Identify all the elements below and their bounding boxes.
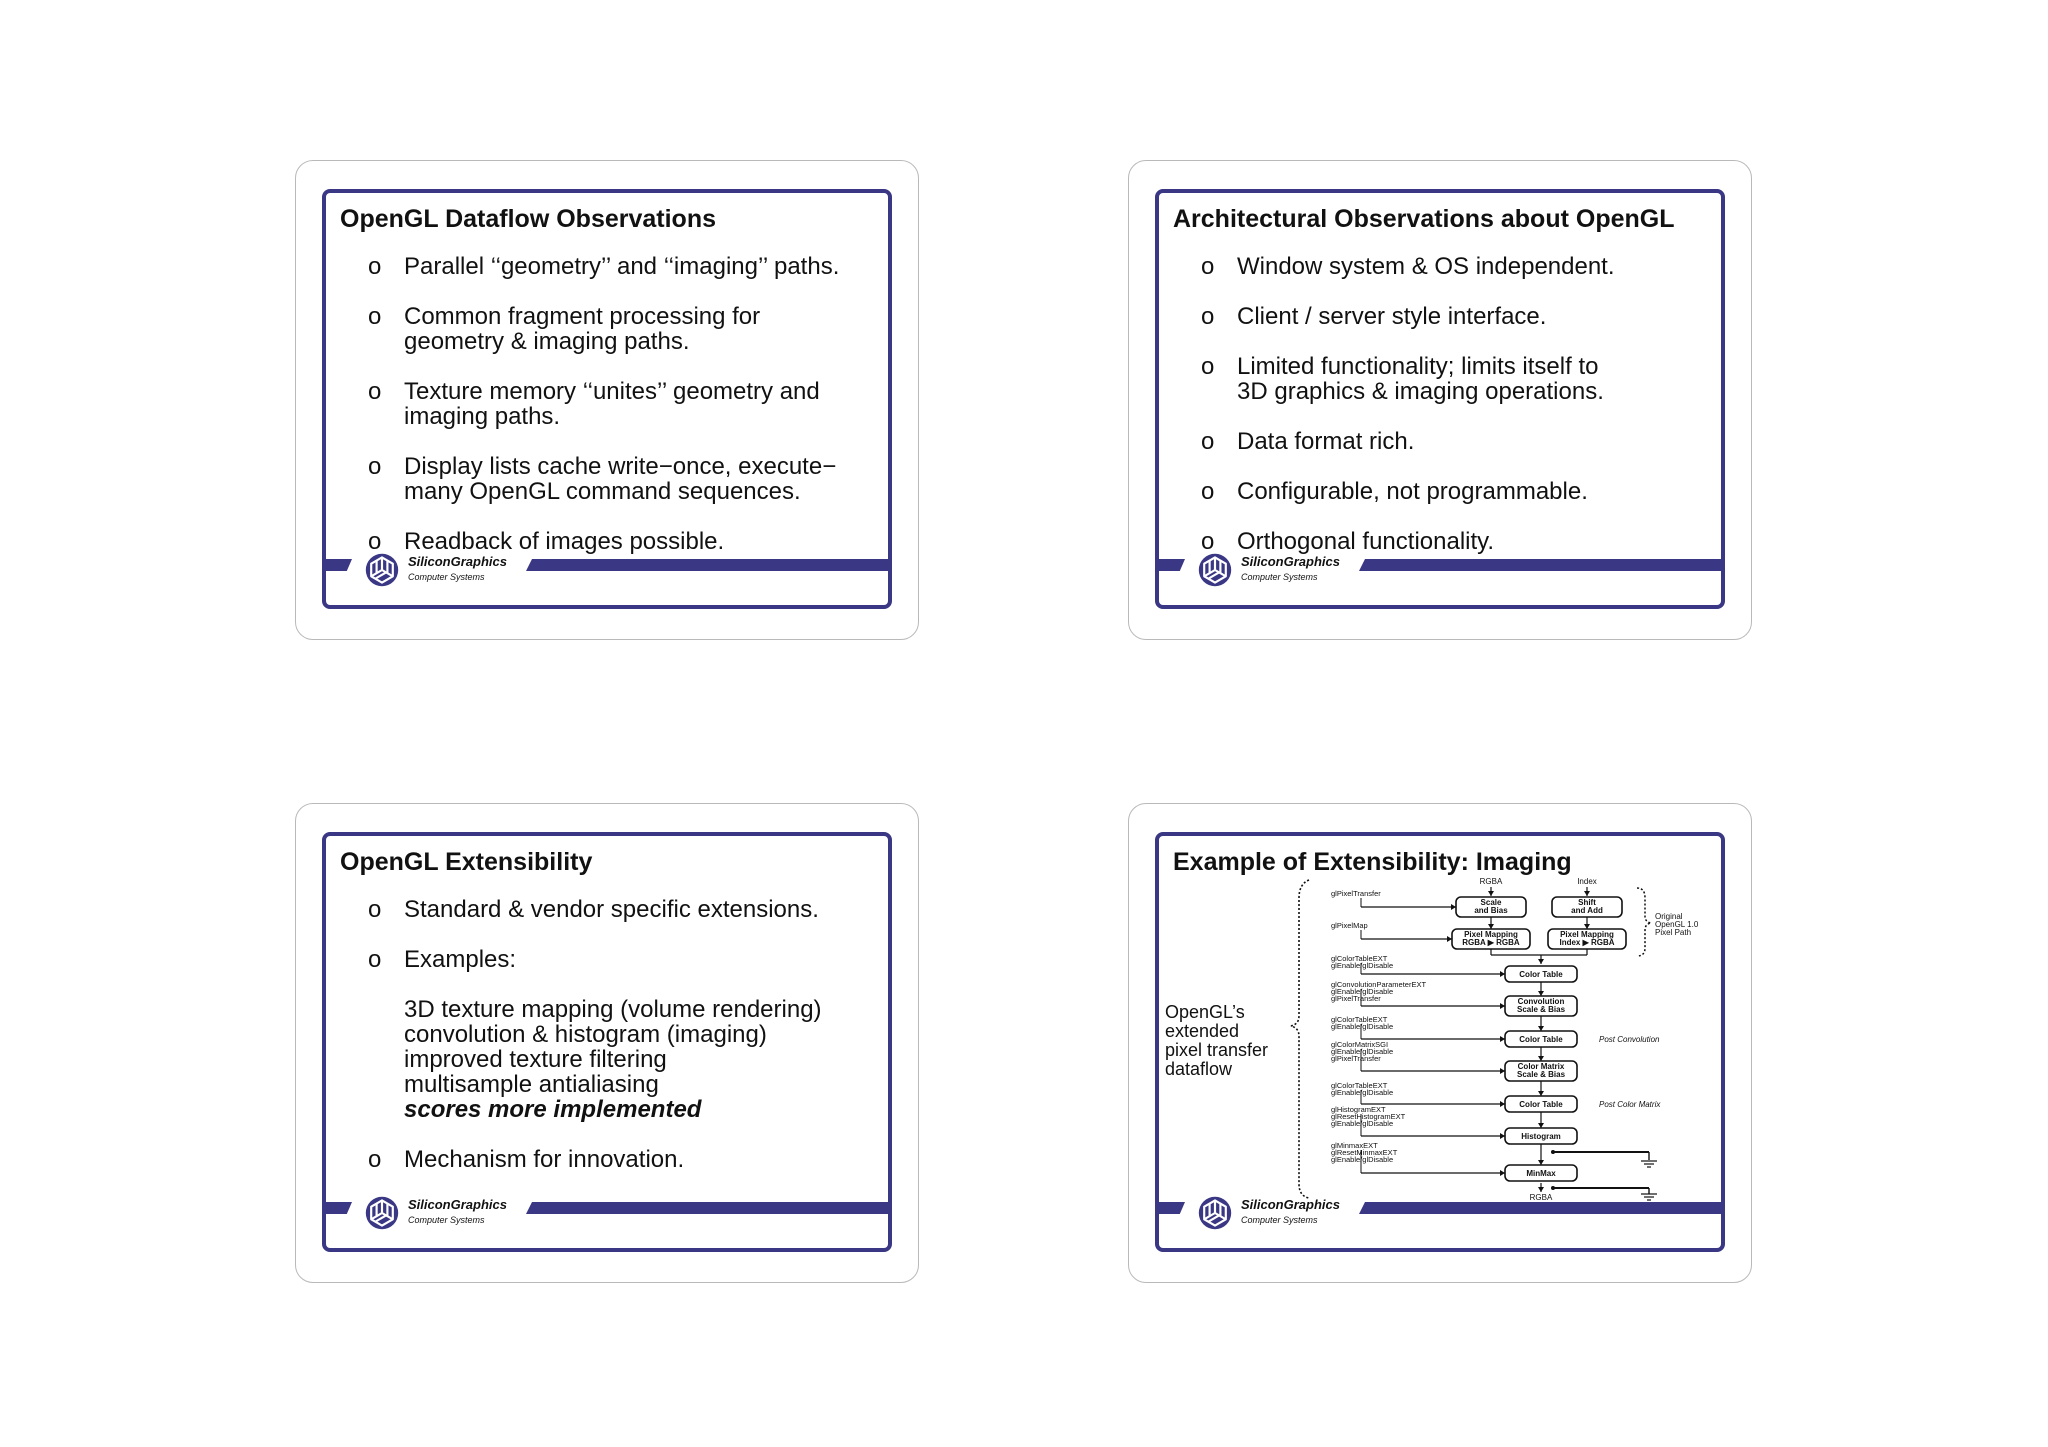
bullet-list	[368, 897, 888, 1197]
bullet-mark: o	[1201, 353, 1215, 380]
api-call-label: glEnable/glDisable	[1331, 1119, 1394, 1128]
original-path-label: OpenGL 1.0	[1655, 920, 1699, 929]
slide-title: OpenGL Extensibility	[340, 848, 593, 876]
bullet-text: Common fragment processing for	[404, 303, 761, 330]
bullet-item	[368, 1147, 888, 1172]
arrow-head-icon	[1584, 891, 1590, 896]
scale-bias-block-label: Scale	[1480, 898, 1502, 907]
slide-title: OpenGL Dataflow Observations	[340, 205, 717, 233]
api-call-label: glEnable/glDisable	[1331, 1088, 1394, 1097]
bullet-mark: o	[1201, 478, 1215, 505]
bullet-mark: o	[368, 303, 382, 330]
sgi-logo-icon	[1197, 552, 1233, 588]
brand-name: SiliconGraphics	[408, 1197, 507, 1212]
bullet-text: Texture memory ‘‘unites’’ geometry and	[404, 378, 820, 405]
color-table-1-block-label: Color Table	[1519, 970, 1563, 979]
bullet-mark: o	[1201, 528, 1215, 555]
bullet-text: Configurable, not programmable.	[1237, 478, 1588, 505]
bullet-text: Mechanism for innovation.	[404, 1146, 685, 1173]
bullet-text: Data format rich.	[1237, 428, 1415, 455]
bullet-item	[368, 897, 888, 922]
slide-footer	[1159, 553, 1721, 589]
pixel-map-index-block-label: Pixel Mapping	[1560, 930, 1614, 939]
brand-name: SiliconGraphics	[408, 554, 507, 569]
brand-subtitle: Computer Systems	[1241, 1215, 1318, 1225]
bullet-mark: o	[368, 896, 382, 923]
arrow-head-icon	[1538, 1187, 1544, 1192]
bullet-item	[368, 454, 888, 504]
color-table-3-block-label: Color Table	[1519, 1100, 1563, 1109]
input-label: Index	[1577, 877, 1597, 886]
bullet-text: Display lists cache write−once, execute−	[404, 453, 837, 480]
footer-bar	[1359, 559, 1721, 571]
bullet-mark: o	[368, 528, 382, 555]
api-call-label: glEnable/glDisable	[1331, 961, 1394, 970]
brand-subtitle: Computer Systems	[1241, 572, 1318, 582]
bullet-mark: o	[368, 253, 382, 280]
footer-bar	[526, 559, 888, 571]
api-call-label: glColorMatrixSGI	[1331, 1040, 1389, 1049]
bullet-list	[368, 254, 888, 579]
brand-name: SiliconGraphics	[1241, 1197, 1340, 1212]
bullet-mark: o	[368, 378, 382, 405]
bullet-item	[368, 254, 888, 279]
slide-footer	[326, 553, 888, 589]
bullet-item	[368, 529, 888, 554]
example-item: 3D texture mapping (volume rendering)	[404, 996, 822, 1023]
bullet-mark: o	[1201, 428, 1215, 455]
bullet-text: Window system & OS independent.	[1237, 253, 1615, 280]
bullet-mark: o	[368, 946, 382, 973]
output-label: RGBA	[1529, 1193, 1553, 1202]
bullet-text: Parallel ‘‘geometry’’ and ‘‘imaging’’ paths.	[404, 253, 840, 280]
footer-bar	[1359, 1202, 1721, 1214]
label-line: OpenGL’s	[1165, 1002, 1245, 1022]
minmax-block-label: MinMax	[1526, 1169, 1556, 1178]
brand-subtitle: Computer Systems	[408, 572, 485, 582]
color-matrix-block-label: Scale & Bias	[1516, 1070, 1566, 1079]
dataflow-brace	[1291, 880, 1309, 1198]
slide-dataflow-observations	[322, 189, 892, 609]
api-call-label: glResetHistogramEXT	[1331, 1112, 1406, 1121]
api-call-label: glColorTableEXT	[1331, 1081, 1388, 1090]
api-call-label: glPixelTransfer	[1331, 1054, 1381, 1063]
bullet-item	[1201, 354, 1721, 404]
example-item: improved texture filtering	[404, 1046, 667, 1073]
api-call-label: glEnable/glDisable	[1331, 987, 1394, 996]
bullet-text: many OpenGL command sequences.	[404, 478, 801, 505]
bullet-item	[368, 379, 888, 429]
api-call-label: glPixelTransfer	[1331, 994, 1381, 1003]
example-item: convolution & histogram (imaging)	[404, 1021, 767, 1048]
bullet-text: Client / server style interface.	[1237, 303, 1547, 330]
slide-footer	[1159, 1196, 1721, 1232]
label-line: extended	[1165, 1021, 1240, 1041]
bullet-item	[1201, 304, 1721, 329]
sgi-logo-icon	[364, 1195, 400, 1231]
slide-footer	[326, 1196, 888, 1232]
api-call-label: glConvolutionParameterEXT	[1331, 980, 1427, 989]
brand-name: SiliconGraphics	[1241, 554, 1340, 569]
bullet-mark: o	[1201, 253, 1215, 280]
bullet-item	[368, 947, 888, 1122]
color-table-2-block-label: Color Table	[1519, 1035, 1563, 1044]
bullet-text: Examples:	[404, 946, 517, 973]
bullet-item	[368, 304, 888, 354]
arrow-head-icon	[1488, 891, 1494, 896]
api-call-label: glMinmaxEXT	[1331, 1141, 1378, 1150]
label-line: dataflow	[1165, 1059, 1233, 1079]
footer-bar	[326, 559, 352, 571]
label-line: pixel transfer	[1165, 1040, 1269, 1060]
api-call-label: glEnable/glDisable	[1331, 1022, 1394, 1031]
shift-add-block-label: Shift	[1578, 898, 1596, 907]
api-call-label: glEnable/glDisable	[1331, 1047, 1394, 1056]
post-color-matrix-label: Post Color Matrix	[1599, 1100, 1661, 1109]
bullet-text: Limited functionality; limits itself to	[1237, 353, 1599, 380]
api-call-label: glPixelTransfer	[1331, 889, 1381, 898]
api-call-label: glEnable/glDisable	[1331, 1155, 1394, 1164]
slide-architectural-observations	[1155, 189, 1725, 609]
original-path-label: Pixel Path	[1655, 928, 1692, 937]
bullet-mark: o	[368, 1146, 382, 1173]
slide-imaging-example	[1155, 832, 1725, 1252]
bullet-text: Readback of images possible.	[404, 528, 725, 555]
brand-subtitle: Computer Systems	[408, 1215, 485, 1225]
pixel-map-index-block-label: Index ▶ RGBA	[1559, 938, 1615, 947]
api-call-label: glPixelMap	[1331, 921, 1368, 930]
bullet-item	[1201, 254, 1721, 279]
example-emphasis: scores more implemented	[404, 1096, 702, 1123]
bullet-text: 3D graphics & imaging operations.	[1237, 378, 1604, 405]
convolution-block-label: Convolution	[1517, 997, 1565, 1006]
footer-bar	[1159, 1202, 1185, 1214]
bullet-text: imaging paths.	[404, 403, 561, 430]
bullet-item	[1201, 429, 1721, 454]
bullet-text: Standard & vendor specific extensions.	[404, 896, 819, 923]
original-path-label: Original	[1655, 912, 1683, 921]
sgi-logo-icon	[364, 552, 400, 588]
shift-add-block-label: and Add	[1571, 906, 1603, 915]
pixel-map-rgba-block-label: Pixel Mapping	[1464, 930, 1518, 939]
pixel-map-rgba-block-label: RGBA ▶ RGBA	[1462, 938, 1520, 947]
bullet-text: geometry & imaging paths.	[404, 328, 690, 355]
api-call-label: glResetMinmaxEXT	[1331, 1148, 1398, 1157]
sgi-logo-icon	[1197, 1195, 1233, 1231]
examples-list	[404, 997, 888, 1122]
input-label: RGBA	[1479, 877, 1503, 886]
bullet-list	[1201, 254, 1721, 579]
pixel-transfer-diagram	[1159, 872, 1721, 1202]
slide-title: Architectural Observations about OpenGL	[1173, 205, 1675, 233]
arrow-head-icon	[1538, 959, 1544, 964]
bullet-item	[1201, 529, 1721, 554]
footer-bar	[526, 1202, 888, 1214]
page-card-3	[295, 803, 919, 1283]
page-card-4	[1128, 803, 1752, 1283]
footer-bar	[326, 1202, 352, 1214]
post-convolution-label: Post Convolution	[1599, 1035, 1660, 1044]
page-card-2	[1128, 160, 1752, 640]
slide-title: Example of Extensibility: Imaging	[1173, 848, 1572, 876]
convolution-block-label: Scale & Bias	[1516, 1005, 1566, 1014]
bullet-item	[1201, 479, 1721, 504]
api-call-label: glColorTableEXT	[1331, 1015, 1388, 1024]
scale-bias-block-label: and Bias	[1474, 906, 1508, 915]
bullet-text: Orthogonal functionality.	[1237, 528, 1495, 555]
page-card-1	[295, 160, 919, 640]
bullet-mark: o	[1201, 303, 1215, 330]
original-path-brace	[1637, 888, 1651, 956]
api-call-label: glColorTableEXT	[1331, 954, 1388, 963]
example-item: multisample antialiasing	[404, 1071, 659, 1098]
color-matrix-block-label: Color Matrix	[1517, 1062, 1565, 1071]
slide-extensibility	[322, 832, 892, 1252]
bullet-mark: o	[368, 453, 382, 480]
api-call-label: glHistogramEXT	[1331, 1105, 1386, 1114]
histogram-block-label: Histogram	[1521, 1132, 1561, 1141]
footer-bar	[1159, 559, 1185, 571]
